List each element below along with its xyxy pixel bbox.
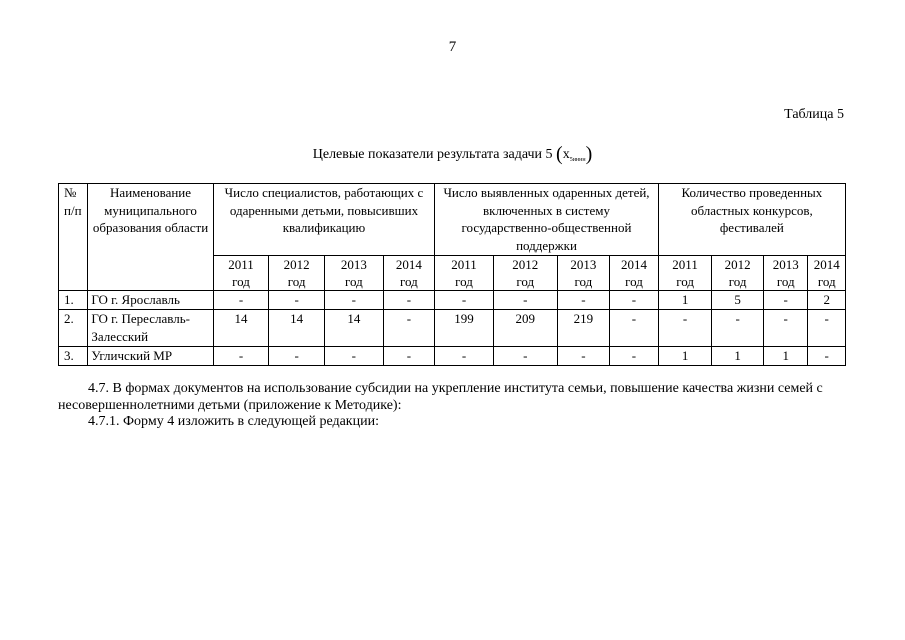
- year-header-cell: [763, 256, 808, 291]
- value-cell: -: [808, 310, 846, 347]
- value-cell: -: [435, 291, 494, 310]
- year-unit: год: [400, 274, 418, 289]
- year-unit: год: [676, 274, 694, 289]
- year-value: 2012: [512, 257, 539, 272]
- year-unit: год: [574, 274, 593, 289]
- value-cell: -: [493, 347, 557, 366]
- value-cell: 1: [763, 347, 808, 366]
- paragraph-4-7: 4.7. В формах документов на использование субсидии на укрепление института семьи, повышение качества жизни семей с несовершеннолетними детьми (приложение к Методике):: [58, 381, 823, 413]
- value-cell: 5: [712, 291, 764, 310]
- year-unit: год: [776, 274, 795, 289]
- value-cell: 219: [557, 310, 610, 347]
- value-cell: -: [383, 347, 435, 366]
- year-unit: год: [728, 274, 747, 289]
- title-open-paren: (: [556, 143, 563, 165]
- table-title-text: Целевые показатели результата задачи 5: [312, 147, 553, 162]
- year-value: 2013: [570, 257, 597, 272]
- value-cell: -: [763, 291, 808, 310]
- year-header-cell: [383, 256, 435, 291]
- year-value: 2012: [724, 257, 751, 272]
- table-row: [59, 291, 846, 310]
- year-value: 2012: [283, 257, 310, 272]
- year-value: 2011: [228, 257, 254, 272]
- year-value: 2014: [620, 257, 647, 272]
- value-cell: -: [435, 347, 494, 366]
- header-num: № п/п: [59, 184, 88, 291]
- value-cell: 1: [658, 291, 712, 310]
- value-cell: -: [383, 310, 435, 347]
- value-cell: -: [763, 310, 808, 347]
- value-cell: -: [324, 291, 383, 310]
- table-row: [59, 310, 846, 347]
- value-cell: -: [213, 347, 269, 366]
- title-variable-subscript: 5иннн: [569, 157, 586, 163]
- title-variable: x: [562, 147, 570, 162]
- page-number: 7: [448, 39, 457, 55]
- year-value: 2013: [772, 257, 799, 272]
- value-cell: -: [269, 291, 325, 310]
- row-number: 2.: [59, 310, 88, 347]
- value-cell: 199: [435, 310, 494, 347]
- year-unit: год: [455, 274, 473, 289]
- year-unit: год: [625, 274, 643, 289]
- value-cell: 209: [493, 310, 557, 347]
- municipality-name: ГО г. Переславль-Залесский: [88, 310, 213, 347]
- value-cell: -: [610, 291, 659, 310]
- year-header-cell: [658, 256, 712, 291]
- header-municipality: Наименование муниципального образования области: [88, 184, 213, 291]
- value-cell: 14: [213, 310, 269, 347]
- value-cell: 2: [808, 291, 846, 310]
- value-cell: -: [610, 310, 659, 347]
- value-cell: -: [712, 310, 764, 347]
- year-unit: год: [817, 274, 836, 289]
- year-header-cell: [808, 256, 846, 291]
- table-row: [59, 347, 846, 366]
- value-cell: -: [324, 347, 383, 366]
- year-header-cell: [213, 256, 269, 291]
- year-unit: год: [232, 274, 250, 289]
- value-cell: -: [269, 347, 325, 366]
- year-header-cell: [610, 256, 659, 291]
- year-header-cell: [557, 256, 610, 291]
- title-close-paren: ): [585, 143, 593, 165]
- value-cell: -: [808, 347, 846, 366]
- paragraph-4-7-1: 4.7.1. Форму 4 изложить в следующей редакции:: [88, 414, 379, 429]
- year-value: 2013: [340, 257, 367, 272]
- value-cell: -: [493, 291, 557, 310]
- year-unit: год: [344, 274, 363, 289]
- value-cell: -: [557, 347, 610, 366]
- header-gifted-children: Число выявленных одаренных детей, включенных в систему государственно-общественной поддержки: [435, 184, 659, 256]
- year-unit: год: [516, 274, 535, 289]
- value-cell: -: [610, 347, 659, 366]
- value-cell: -: [383, 291, 435, 310]
- value-cell: 14: [324, 310, 383, 347]
- year-value: 2011: [451, 257, 477, 272]
- value-cell: 1: [712, 347, 764, 366]
- table-title: [0, 144, 905, 170]
- value-cell: -: [557, 291, 610, 310]
- municipality-name: Угличский МР: [88, 347, 213, 366]
- year-header-cell: [269, 256, 325, 291]
- year-value: 2011: [672, 257, 698, 272]
- row-number: 3.: [59, 347, 88, 366]
- municipality-name: ГО г. Ярославль: [88, 291, 213, 310]
- table-body: [59, 291, 846, 366]
- value-cell: -: [658, 310, 712, 347]
- year-header-cell: [324, 256, 383, 291]
- table-label: Таблица 5: [784, 107, 844, 122]
- year-value: 2014: [395, 257, 422, 272]
- header-contests: Количество проведенных областных конкурсов, фестивалей: [658, 184, 845, 256]
- header-specialists: Число специалистов, работающих с одаренными детьми, повысивших квалификацию: [213, 184, 434, 256]
- indicators-table: [58, 183, 846, 366]
- year-header-cell: [435, 256, 494, 291]
- year-header-cell: [493, 256, 557, 291]
- year-unit: год: [287, 274, 306, 289]
- year-header-cell: [712, 256, 764, 291]
- row-number: 1.: [59, 291, 88, 310]
- year-value: 2014: [813, 257, 840, 272]
- value-cell: -: [213, 291, 269, 310]
- value-cell: 1: [658, 347, 712, 366]
- value-cell: 14: [269, 310, 325, 347]
